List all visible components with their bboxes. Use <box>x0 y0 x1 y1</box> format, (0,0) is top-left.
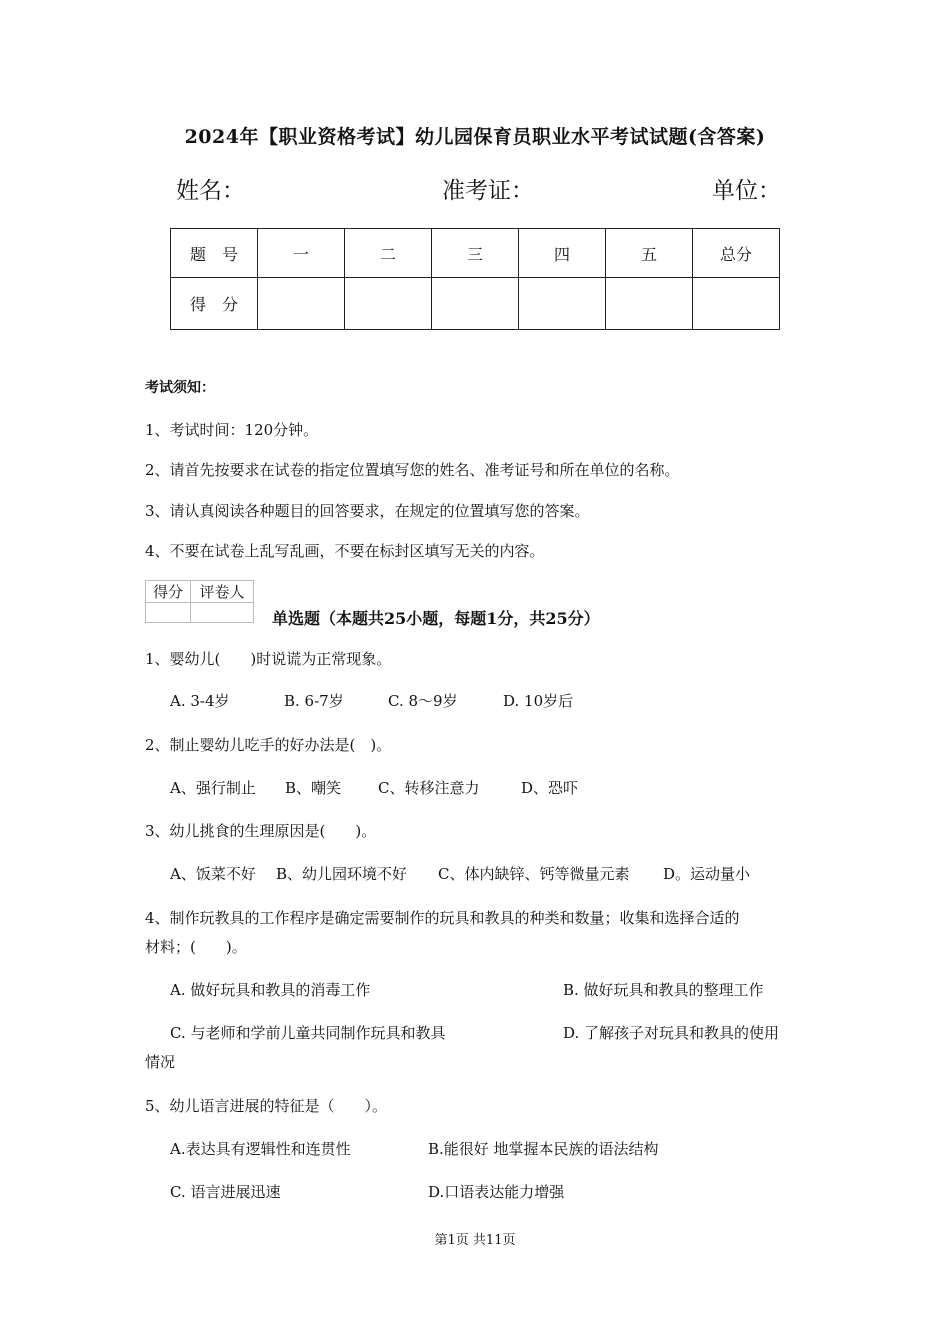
notice-item: 4、不要在试卷上乱写乱画，不要在标封区填写无关的内容。 <box>145 542 545 560</box>
page-footer: 第1页 共11页 <box>434 1233 516 1248</box>
question-option: D。运动量小 <box>663 865 751 883</box>
question-option: C. 语言进展迅速 <box>170 1183 281 1201</box>
question-option: B、嘲笑 <box>285 779 342 797</box>
question-option: B. 做好玩具和教具的整理工作 <box>563 981 764 999</box>
grader-reviewer-cell[interactable] <box>191 603 254 623</box>
question-stem: 2、制止婴幼儿吃手的好办法是( )。 <box>145 736 392 754</box>
question-option: A. 3-4岁 <box>170 692 230 710</box>
score-cell[interactable] <box>432 278 519 330</box>
score-table-header-cell: 总分 <box>693 229 780 278</box>
question-stem: 4、制作玩教具的工作程序是确定需要制作的玩具和教具的种类和数量；收集和选择合适的 <box>145 909 740 927</box>
score-table-header-cell: 五 <box>606 229 693 278</box>
score-table-header-cell: 题 号 <box>171 229 258 278</box>
notice-heading: 考试须知： <box>145 380 215 396</box>
score-table-header-cell: 四 <box>519 229 606 278</box>
question-option: D. 10岁后 <box>503 692 574 710</box>
score-cell[interactable] <box>606 278 693 330</box>
grader-reviewer-label: 评卷人 <box>191 581 254 603</box>
unit-field-label: 单位： <box>712 178 781 204</box>
question-option: C、体内缺锌、钙等微量元素 <box>438 865 630 883</box>
question-option: A、强行制止 <box>170 779 256 797</box>
score-row-label: 得 分 <box>171 278 258 330</box>
score-cell[interactable] <box>693 278 780 330</box>
question-option: D. 了解孩子对玩具和教具的使用 <box>563 1024 780 1042</box>
exam-number-field-label: 准考证： <box>442 178 534 204</box>
score-cell[interactable] <box>345 278 432 330</box>
question-option: A、饭菜不好 <box>170 865 256 883</box>
score-cell[interactable] <box>519 278 606 330</box>
question-stem-continued: 材料；( )。 <box>145 938 247 956</box>
grader-score-label: 得分 <box>146 581 191 603</box>
question-option-wrap: 情况 <box>145 1053 176 1071</box>
section-title: 单选题（本题共25小题，每题1分，共25分） <box>272 609 600 628</box>
question-option: B.能很好 地掌握本民族的语法结构 <box>428 1140 659 1158</box>
score-table <box>170 228 780 330</box>
question-option: A.表达具有逻辑性和连贯性 <box>170 1140 351 1158</box>
grader-box <box>145 580 254 623</box>
notice-item: 3、请认真阅读各种题目的回答要求，在规定的位置填写您的答案。 <box>145 502 590 520</box>
question-stem: 1、婴幼儿( )时说谎为正常现象。 <box>145 650 392 668</box>
notice-item: 2、请首先按要求在试卷的指定位置填写您的姓名、准考证号和所在单位的名称。 <box>145 461 680 479</box>
name-field-label: 姓名： <box>176 178 245 204</box>
score-table-header-cell: 二 <box>345 229 432 278</box>
score-table-header-cell: 一 <box>258 229 345 278</box>
question-stem: 3、幼儿挑食的生理原因是( )。 <box>145 822 377 840</box>
score-cell[interactable] <box>258 278 345 330</box>
question-option: B、幼儿园环境不好 <box>276 865 408 883</box>
question-option: C、转移注意力 <box>378 779 480 797</box>
score-table-score-row <box>171 278 780 330</box>
question-option: A. 做好玩具和教具的消毒工作 <box>170 981 371 999</box>
question-stem: 5、幼儿语言进展的特征是（ ）。 <box>145 1097 388 1115</box>
question-option: B. 6-7岁 <box>284 692 344 710</box>
page-title: 2024年【职业资格考试】幼儿园保育员职业水平考试试题(含答案) <box>184 126 766 148</box>
question-option: D.口语表达能力增强 <box>428 1183 565 1201</box>
notice-item: 1、考试时间：120分钟。 <box>145 421 319 439</box>
grader-score-cell[interactable] <box>146 603 191 623</box>
question-option: C. 8～9岁 <box>388 692 458 710</box>
question-option: D、恐吓 <box>521 779 579 797</box>
score-table-header-row <box>171 229 780 278</box>
question-option: C. 与老师和学前儿童共同制作玩具和教具 <box>170 1024 446 1042</box>
score-table-header-cell: 三 <box>432 229 519 278</box>
